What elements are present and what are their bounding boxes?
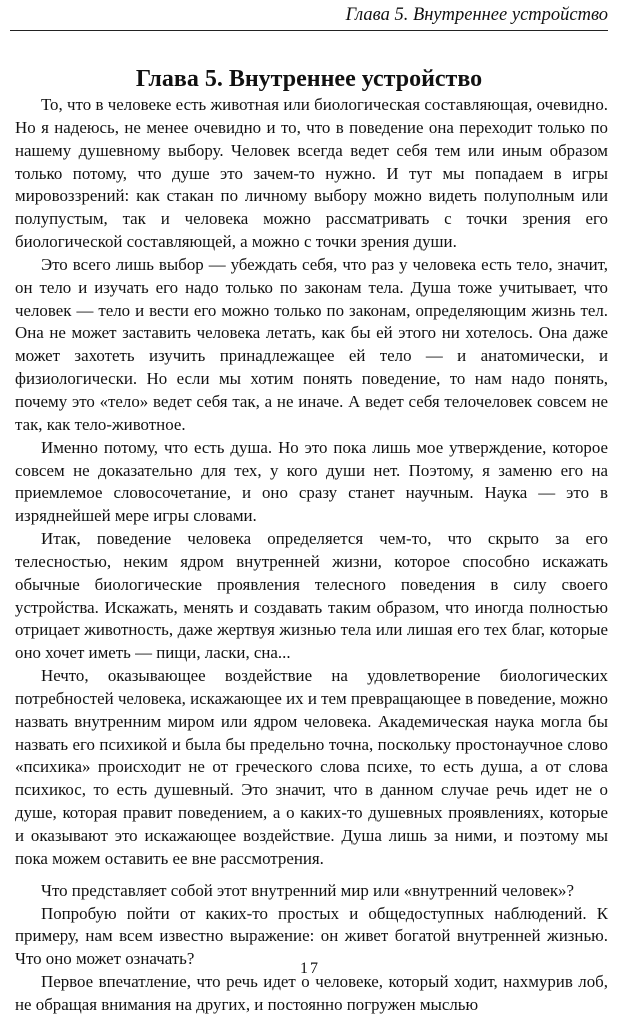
paragraph-2: Это всего лишь выбор — убеждать себя, что раз у человека есть тело, значит, он тело и изучать его надо только по законам тела. Душа тоже учитывает, что человек — тело и вести его можно только по законам, определяющим жизнь тел. Она не может заставить человека летать, как бы ей этого ни хотелось. Она даже может захотеть изучить принадлежащее ей тело — и анатомически, и физиологически. Но если мы хотим понять поведение, то нам надо понять, почему это «тело» ведет себя так, а не иначе. А ведет себя телочеловек совсем не так, как тело-животное. xyxy=(15,254,608,434)
page-number: 17 xyxy=(300,960,320,977)
paragraph-4: Итак, поведение человека определяется чем-то, что скрыто за его телесностью, неким ядром внутренней жизни, которое способно искажать обычные биологические проявления телесного поведения в силу своего устройства. Искажать, менять и создавать таким образом, что иногда полностью отрицает животность, даже жертвуя жизнью тела или лишая его тех благ, которые оно хочет иметь — пищи, ласки, сна... xyxy=(15,529,608,663)
body-text xyxy=(15,94,608,1017)
paragraph-5: Нечто, оказывающее воздействие на удовлетворение биологических потребностей человека, искажающее их и тем превращающее в поведение, можно назвать внутренним миром или ядром человека. Академическая наука могла бы назвать его психикой и была бы предельно точна, поскольку простонаучное слово «психика» происходит не от греческого слова психе, то есть душа, а от слова психикос, то есть душевный. Это значит, что в данном случае речь идет не о душе, которая правит поведением, а о каких-то душевных проявлениях, которые и оказывают это искажающее воздействие. Душа лишь за ними, и поэтому мы пока можем оставить ее вне рассмотрения. xyxy=(15,666,608,868)
chapter-title: Глава 5. Внутреннее устройство xyxy=(135,66,483,93)
paragraph-7: Попробую пойти от каких-то простых и общедоступных наблюдений. К примеру, нам всем известно выражение: он живет богатой внутренней жизнью. Что оно может означать? xyxy=(15,903,608,969)
paragraph-3: Именно потому, что есть душа. Но это пока лишь мое утверждение, которое совсем не доказательно для тех, у кого души нет. Поэтому, я заменю его на приемлемое словосочетание, и оно сразу станет научным. Наука — это в изряднейшей мере игры словами. xyxy=(15,437,608,526)
paragraph-8: Первое впечатление, что речь идет о человеке, который ходит, нахмурив лоб, не обращая внимания на других, и постоянно погружен мыслью xyxy=(15,972,608,1014)
paragraph-6: Что представляет собой этот внутренний мир или «внутренний человек»? xyxy=(41,880,574,900)
running-head: Глава 5. Внутреннее устройство xyxy=(10,4,608,31)
paragraph-1: То, что в человеке есть животная или биологическая составляющая, очевидно. Но я надеюсь, не менее очевидно и то, что в поведение она переходит только по нашему душевному выбору. Человек всегда ведет себя тем или иным образом только потому, что душе это зачем-то нужно. И тут мы попадаем в игры мировоззрений: как стакан по личному выбору можно видеть полуполным или полупустым, так и человека можно рассматривать с точки зрения его биологической составляющей, а можно с точки зрения души. xyxy=(15,95,608,252)
